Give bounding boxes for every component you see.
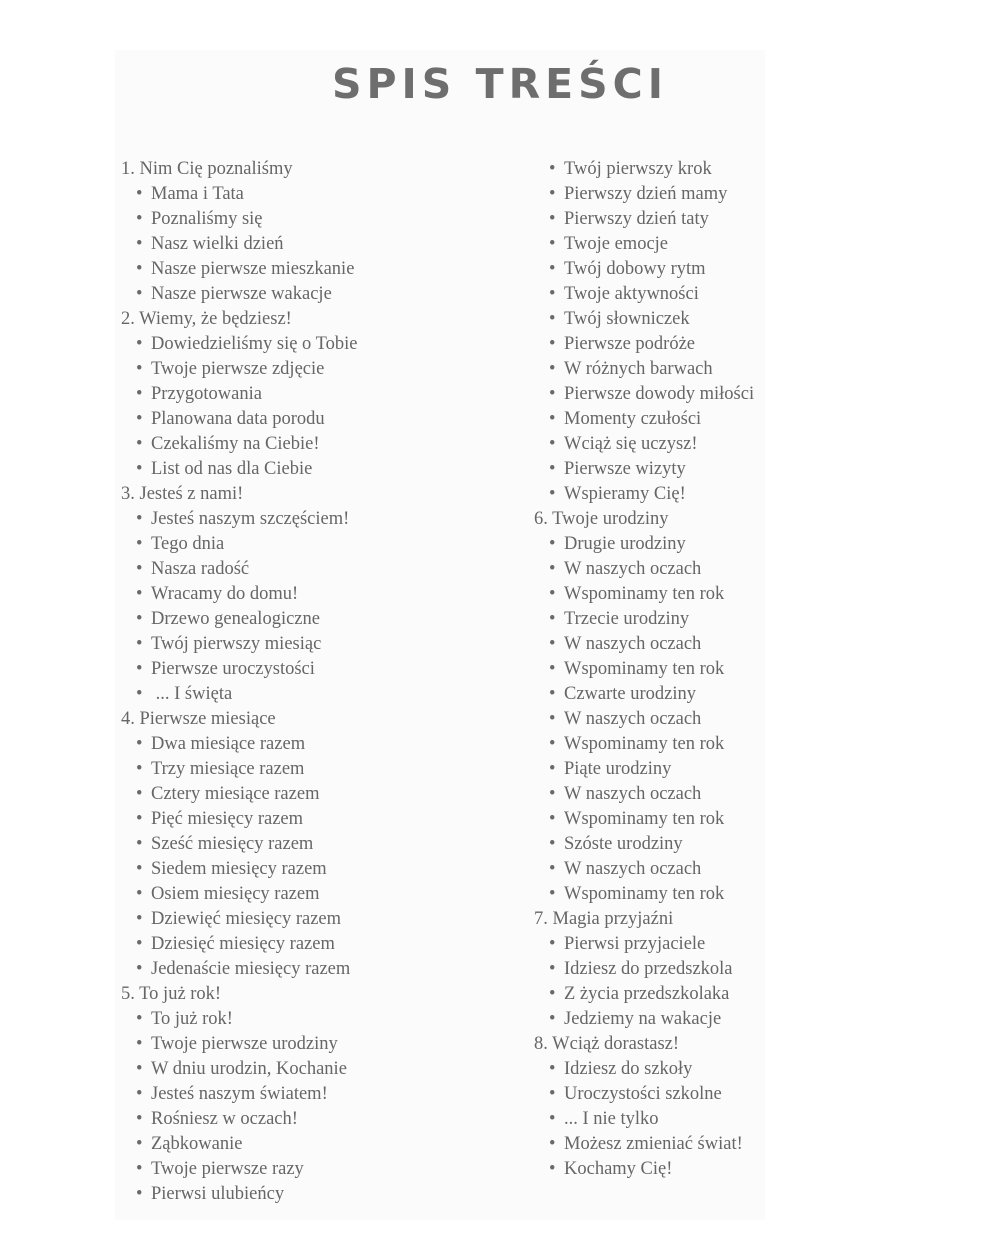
toc-list-item [534, 357, 974, 382]
toc-entry-text: Drzewo genealogiczne [151, 609, 320, 629]
toc-list-item [534, 482, 974, 507]
toc-entry-text: Pięć miesięcy razem [151, 809, 304, 829]
toc-list-item [534, 707, 974, 732]
toc-entry-text: Czwarte urodziny [564, 684, 697, 704]
bullet-icon: • [136, 634, 143, 654]
bullet-icon: • [136, 184, 143, 204]
toc-entry-text: W naszych oczach [564, 859, 702, 879]
toc-list-item [121, 1007, 521, 1032]
toc-list-item [121, 232, 521, 257]
bullet-icon: • [136, 334, 143, 354]
bullet-icon: • [549, 409, 556, 429]
toc-list-item [121, 207, 521, 232]
toc-entry-text: Nasze pierwsze mieszkanie [151, 259, 355, 279]
toc-entry-text: Drugie urodziny [564, 534, 686, 554]
toc-entry-text: Tego dnia [151, 534, 225, 554]
toc-list-item [534, 857, 974, 882]
toc-entry-text: Idziesz do przedszkola [564, 959, 733, 979]
bullet-icon: • [549, 559, 556, 579]
bullet-icon: • [549, 709, 556, 729]
toc-list-item [121, 507, 521, 532]
toc-list-item [534, 257, 974, 282]
toc-entry-text: Wspominamy ten rok [564, 584, 725, 604]
toc-section-heading [534, 507, 974, 532]
bullet-icon: • [136, 384, 143, 404]
bullet-icon: • [136, 834, 143, 854]
toc-entry-text: Jesteś naszym światem! [151, 1084, 328, 1104]
toc-entry-text: ... I święta [151, 684, 233, 704]
toc-list-item [121, 957, 521, 982]
bullet-icon: • [136, 259, 143, 279]
toc-list-item [534, 582, 974, 607]
toc-entry-text: Dziesięć miesięcy razem [151, 934, 335, 954]
toc-list-item [121, 1107, 521, 1132]
toc-list-item [534, 432, 974, 457]
bullet-icon: • [549, 959, 556, 979]
toc-list-item [121, 532, 521, 557]
bullet-icon: • [136, 909, 143, 929]
toc-entry-text: Twój słowniczek [564, 309, 690, 329]
toc-entry-text: Twój pierwszy krok [564, 159, 712, 179]
bullet-icon: • [549, 1084, 556, 1104]
toc-section-heading [121, 982, 521, 1007]
bullet-icon: • [136, 684, 143, 704]
toc-entry-text: W dniu urodzin, Kochanie [151, 1059, 347, 1079]
toc-section-heading [534, 1032, 974, 1057]
bullet-icon: • [136, 784, 143, 804]
toc-list-item [121, 882, 521, 907]
toc-entry-text: 8. Wciąż dorastasz! [534, 1034, 680, 1054]
bullet-icon: • [549, 384, 556, 404]
toc-entry-text: W naszych oczach [564, 634, 702, 654]
bullet-icon: • [136, 759, 143, 779]
toc-entry-text: 7. Magia przyjaźni [534, 909, 674, 929]
bullet-icon: • [549, 984, 556, 1004]
toc-list-item [534, 207, 974, 232]
toc-list-item [121, 282, 521, 307]
bullet-icon: • [136, 1009, 143, 1029]
toc-list-item [121, 332, 521, 357]
toc-entry-text: Trzy miesiące razem [151, 759, 305, 779]
toc-list-item [121, 257, 521, 282]
toc-entry-text: Pierwsze dowody miłości [564, 384, 755, 404]
toc-list-item [534, 1132, 974, 1157]
toc-entry-text: Jedziemy na wakacje [564, 1009, 722, 1029]
toc-list-item [534, 382, 974, 407]
toc-entry-text: W różnych barwach [564, 359, 713, 379]
toc-list-item [121, 432, 521, 457]
toc-entry-text: Przygotowania [151, 384, 262, 404]
toc-list-item [121, 407, 521, 432]
toc-entry-text: Piąte urodziny [564, 759, 672, 779]
toc-list-item [534, 932, 974, 957]
toc-entry-text: 4. Pierwsze miesiące [121, 709, 276, 729]
toc-entry-text: Pierwsze uroczystości [151, 659, 315, 679]
bullet-icon: • [136, 234, 143, 254]
toc-list-item [534, 457, 974, 482]
bullet-icon: • [549, 434, 556, 454]
toc-entry-text: Możesz zmieniać świat! [564, 1134, 743, 1154]
toc-entry-text: ... I nie tylko [564, 1109, 659, 1129]
bullet-icon: • [549, 759, 556, 779]
bullet-icon: • [136, 359, 143, 379]
toc-list-item [121, 457, 521, 482]
toc-list-item [534, 282, 974, 307]
toc-list-item [534, 182, 974, 207]
bullet-icon: • [549, 934, 556, 954]
toc-entry-text: Siedem miesięcy razem [151, 859, 327, 879]
bullet-icon: • [136, 809, 143, 829]
toc-entry-text: Dziewięć miesięcy razem [151, 909, 342, 929]
toc-entry-text: Twoje aktywności [564, 284, 699, 304]
bullet-icon: • [136, 734, 143, 754]
bullet-icon: • [136, 409, 143, 429]
toc-list-item [534, 957, 974, 982]
toc-entry-text: Pierwsi przyjaciele [564, 934, 706, 954]
toc-entry-text: Twoje pierwsze urodziny [151, 1034, 338, 1054]
toc-list-item [121, 557, 521, 582]
bullet-icon: • [136, 284, 143, 304]
toc-entry-text: Rośniesz w oczach! [151, 1109, 298, 1129]
bullet-icon: • [136, 859, 143, 879]
toc-list-item [534, 532, 974, 557]
toc-entry-text: Dwa miesiące razem [151, 734, 306, 754]
toc-list-item [534, 732, 974, 757]
toc-list-item [534, 232, 974, 257]
bullet-icon: • [136, 1109, 143, 1129]
bullet-icon: • [549, 334, 556, 354]
toc-list-item [534, 1107, 974, 1132]
toc-list-item [534, 607, 974, 632]
toc-list-item [121, 1157, 521, 1182]
bullet-icon: • [136, 934, 143, 954]
bullet-icon: • [136, 1034, 143, 1054]
toc-entry-text: W naszych oczach [564, 559, 702, 579]
toc-entry-text: Wspieramy Cię! [564, 484, 686, 504]
toc-list-item [121, 357, 521, 382]
bullet-icon: • [136, 1184, 143, 1204]
toc-entry-text: Cztery miesiące razem [151, 784, 320, 804]
toc-entry-text: Pierwsze wizyty [564, 459, 686, 479]
toc-entry-text: 6. Twoje urodziny [534, 509, 669, 529]
toc-list-item [534, 332, 974, 357]
toc-entry-text: Twój dobowy rytm [564, 259, 706, 279]
toc-entry-text: Wciąż się uczysz! [564, 434, 698, 454]
bullet-icon: • [549, 234, 556, 254]
bullet-icon: • [136, 534, 143, 554]
toc-entry-text: Twój pierwszy miesiąc [151, 634, 322, 654]
bullet-icon: • [549, 884, 556, 904]
toc-list-item [121, 1182, 521, 1207]
toc-entry-text: To już rok! [151, 1009, 233, 1029]
toc-list-item [121, 1057, 521, 1082]
toc-entry-text: 3. Jesteś z nami! [121, 484, 244, 504]
bullet-icon: • [549, 1109, 556, 1129]
bullet-icon: • [549, 484, 556, 504]
toc-entry-text: Pierwsi ulubieńcy [151, 1184, 285, 1204]
toc-list-item [534, 807, 974, 832]
toc-list-item [534, 157, 974, 182]
toc-entry-text: Nasze pierwsze wakacje [151, 284, 332, 304]
bullet-icon: • [549, 459, 556, 479]
toc-list-item [534, 832, 974, 857]
toc-list-item [534, 982, 974, 1007]
toc-list-item [121, 632, 521, 657]
toc-entry-text: Sześć miesięcy razem [151, 834, 314, 854]
toc-entry-text: Trzecie urodziny [564, 609, 690, 629]
toc-list-item [534, 782, 974, 807]
toc-entry-text: Wspominamy ten rok [564, 809, 725, 829]
bullet-icon: • [136, 509, 143, 529]
toc-list-item [534, 657, 974, 682]
bullet-icon: • [136, 584, 143, 604]
toc-list-item [121, 657, 521, 682]
toc-list-item [534, 1007, 974, 1032]
toc-entry-text: Planowana data porodu [151, 409, 325, 429]
bullet-icon: • [136, 959, 143, 979]
toc-section-heading [121, 307, 521, 332]
bullet-icon: • [549, 609, 556, 629]
bullet-icon: • [549, 259, 556, 279]
bullet-icon: • [136, 1159, 143, 1179]
bullet-icon: • [549, 684, 556, 704]
toc-right-column [534, 157, 974, 1182]
toc-list-item [534, 1157, 974, 1182]
toc-list-item [121, 807, 521, 832]
toc-entry-text: Twoje pierwsze zdjęcie [151, 359, 325, 379]
toc-entry-text: W naszych oczach [564, 709, 702, 729]
bullet-icon: • [136, 609, 143, 629]
toc-entry-text: Momenty czułości [564, 409, 702, 429]
toc-entry-text: Wracamy do domu! [151, 584, 299, 604]
toc-list-item [121, 1082, 521, 1107]
toc-entry-text: Twoje emocje [564, 234, 669, 254]
bullet-icon: • [136, 209, 143, 229]
toc-list-item [121, 607, 521, 632]
bullet-icon: • [549, 159, 556, 179]
toc-entry-text: Pierwszy dzień mamy [564, 184, 728, 204]
toc-entry-text: Jedenaście miesięcy razem [151, 959, 351, 979]
toc-section-heading [534, 907, 974, 932]
toc-entry-text: Mama i Tata [151, 184, 244, 204]
bullet-icon: • [549, 1159, 556, 1179]
bullet-icon: • [136, 1084, 143, 1104]
page-title: SPIS TREŚCI [331, 60, 669, 108]
toc-entry-text: Pierwszy dzień taty [564, 209, 709, 229]
bullet-icon: • [549, 834, 556, 854]
toc-list-item [534, 757, 974, 782]
toc-list-item [534, 307, 974, 332]
bullet-icon: • [549, 859, 556, 879]
toc-list-item [121, 757, 521, 782]
toc-entry-text: Uroczystości szkolne [564, 1084, 722, 1104]
toc-entry-text: Wspominamy ten rok [564, 884, 725, 904]
toc-list-item [121, 907, 521, 932]
toc-section-heading [121, 482, 521, 507]
toc-list-item [534, 1057, 974, 1082]
toc-list-item [121, 732, 521, 757]
bullet-icon: • [549, 659, 556, 679]
bullet-icon: • [549, 1059, 556, 1079]
toc-left-column [121, 157, 521, 1207]
toc-list-item [121, 182, 521, 207]
bullet-icon: • [549, 184, 556, 204]
bullet-icon: • [136, 434, 143, 454]
bullet-icon: • [136, 659, 143, 679]
toc-list-item [534, 557, 974, 582]
bullet-icon: • [549, 784, 556, 804]
bullet-icon: • [136, 884, 143, 904]
bullet-icon: • [549, 809, 556, 829]
toc-entry-text: 2. Wiemy, że będziesz! [121, 309, 292, 329]
toc-entry-text: 5. To już rok! [121, 984, 222, 1004]
toc-list-item [534, 632, 974, 657]
toc-entry-text: Twoje pierwsze razy [151, 1159, 304, 1179]
bullet-icon: • [549, 634, 556, 654]
toc-entry-text: Wspominamy ten rok [564, 734, 725, 754]
toc-entry-text: Osiem miesięcy razem [151, 884, 320, 904]
toc-entry-text: Czekaliśmy na Ciebie! [151, 434, 320, 454]
bullet-icon: • [136, 459, 143, 479]
toc-entry-text: Idziesz do szkoły [564, 1059, 693, 1079]
bullet-icon: • [549, 1134, 556, 1154]
toc-list-item [534, 682, 974, 707]
toc-entry-text: List od nas dla Ciebie [151, 459, 313, 479]
bullet-icon: • [136, 1059, 143, 1079]
bullet-icon: • [549, 284, 556, 304]
toc-list-item [121, 382, 521, 407]
toc-entry-text: W naszych oczach [564, 784, 702, 804]
toc-entry-text: Nasz wielki dzień [151, 234, 284, 254]
bullet-icon: • [549, 734, 556, 754]
toc-list-item [121, 1132, 521, 1157]
toc-list-item [121, 857, 521, 882]
toc-section-heading [121, 707, 521, 732]
toc-list-item [121, 682, 521, 707]
bullet-icon: • [549, 584, 556, 604]
toc-list-item [121, 782, 521, 807]
bullet-icon: • [136, 1134, 143, 1154]
toc-entry-text: Pierwsze podróże [564, 334, 695, 354]
toc-entry-text: Z życia przedszkolaka [564, 984, 730, 1004]
toc-list-item [121, 1032, 521, 1057]
bullet-icon: • [549, 209, 556, 229]
toc-entry-text: Ząbkowanie [151, 1134, 243, 1154]
toc-list-item [121, 582, 521, 607]
toc-entry-text: Jesteś naszym szczęściem! [151, 509, 350, 529]
toc-entry-text: Kochamy Cię! [564, 1159, 673, 1179]
bullet-icon: • [136, 559, 143, 579]
bullet-icon: • [549, 359, 556, 379]
toc-list-item [534, 407, 974, 432]
bullet-icon: • [549, 1009, 556, 1029]
toc-list-item [534, 1082, 974, 1107]
bullet-icon: • [549, 534, 556, 554]
toc-entry-text: Nasza radość [151, 559, 250, 579]
toc-entry-text: 1. Nim Cię poznaliśmy [121, 159, 293, 179]
bullet-icon: • [549, 309, 556, 329]
toc-entry-text: Wspominamy ten rok [564, 659, 725, 679]
toc-entry-text: Poznaliśmy się [151, 209, 263, 229]
toc-list-item [121, 932, 521, 957]
toc-entry-text: Dowiedzieliśmy się o Tobie [151, 334, 358, 354]
toc-list-item [121, 832, 521, 857]
toc-section-heading [121, 157, 521, 182]
toc-list-item [534, 882, 974, 907]
toc-entry-text: Szóste urodziny [564, 834, 683, 854]
